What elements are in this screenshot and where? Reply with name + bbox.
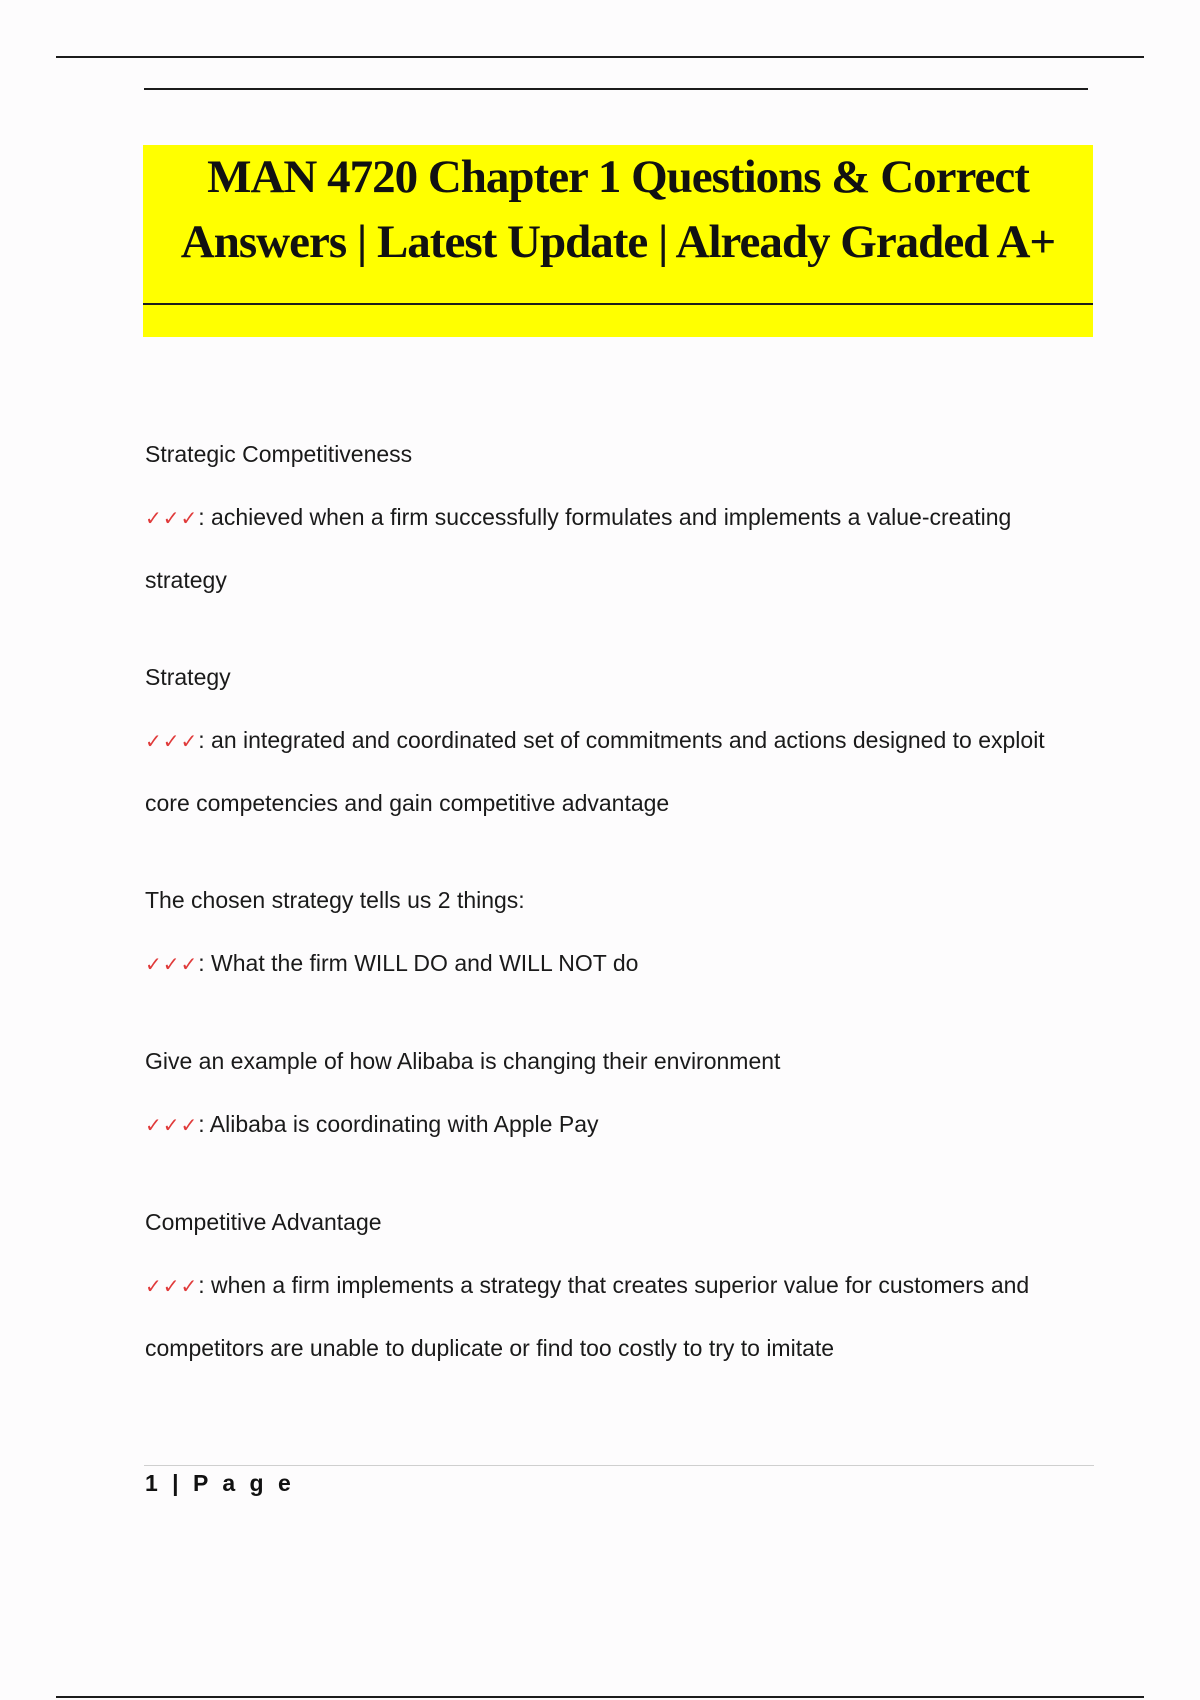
question-text: Give an example of how Alibaba is changing their environment (145, 1048, 781, 1074)
answer-body: : an integrated and coordinated set of commitments and actions designed to exploit core competencies and gain competitive advantage (145, 727, 1045, 816)
footer-divider (144, 1465, 1094, 1466)
check-marks-icon: ✓✓✓ (145, 729, 199, 753)
bottom-divider (56, 1696, 1144, 1698)
question-text: The chosen strategy tells us 2 things: (145, 887, 525, 913)
check-marks-icon: ✓✓✓ (145, 952, 199, 976)
qa-list (145, 440, 1095, 1431)
answer-text (145, 486, 1095, 611)
header-divider (144, 88, 1088, 90)
qa-item (145, 440, 1095, 611)
check-marks-icon: ✓✓✓ (145, 506, 199, 530)
check-marks-icon: ✓✓✓ (145, 1113, 199, 1137)
answer-text (145, 1093, 1095, 1156)
answer-body: : when a firm implements a strategy that creates superior value for customers and competitors are unable to duplicate or find too costly to try to imitate (145, 1272, 1030, 1361)
qa-item (145, 1208, 1095, 1379)
question-text: Strategy (145, 664, 231, 690)
question-text: Strategic Competitiveness (145, 441, 413, 467)
qa-item (145, 1047, 1095, 1156)
answer-body: : achieved when a firm successfully formulates and implements a value-creating strategy (145, 504, 1012, 593)
answer-text (145, 932, 1095, 995)
document-title: MAN 4720 Chapter 1 Questions & Correct Answers | Latest Update | Already Graded A+ (180, 151, 1056, 268)
check-marks-icon: ✓✓✓ (145, 1274, 199, 1298)
qa-item (145, 886, 1095, 995)
page-number: 1 | P a g e (145, 1470, 295, 1496)
question-text: Competitive Advantage (145, 1209, 382, 1235)
answer-body: : What the firm WILL DO and WILL NOT do (198, 950, 639, 976)
answer-text (145, 1254, 1095, 1379)
qa-item (145, 663, 1095, 834)
top-divider (56, 56, 1144, 58)
title-divider (143, 303, 1093, 305)
answer-text (145, 709, 1095, 834)
title-highlight-box (143, 145, 1093, 337)
answer-body: : Alibaba is coordinating with Apple Pay (198, 1111, 599, 1137)
